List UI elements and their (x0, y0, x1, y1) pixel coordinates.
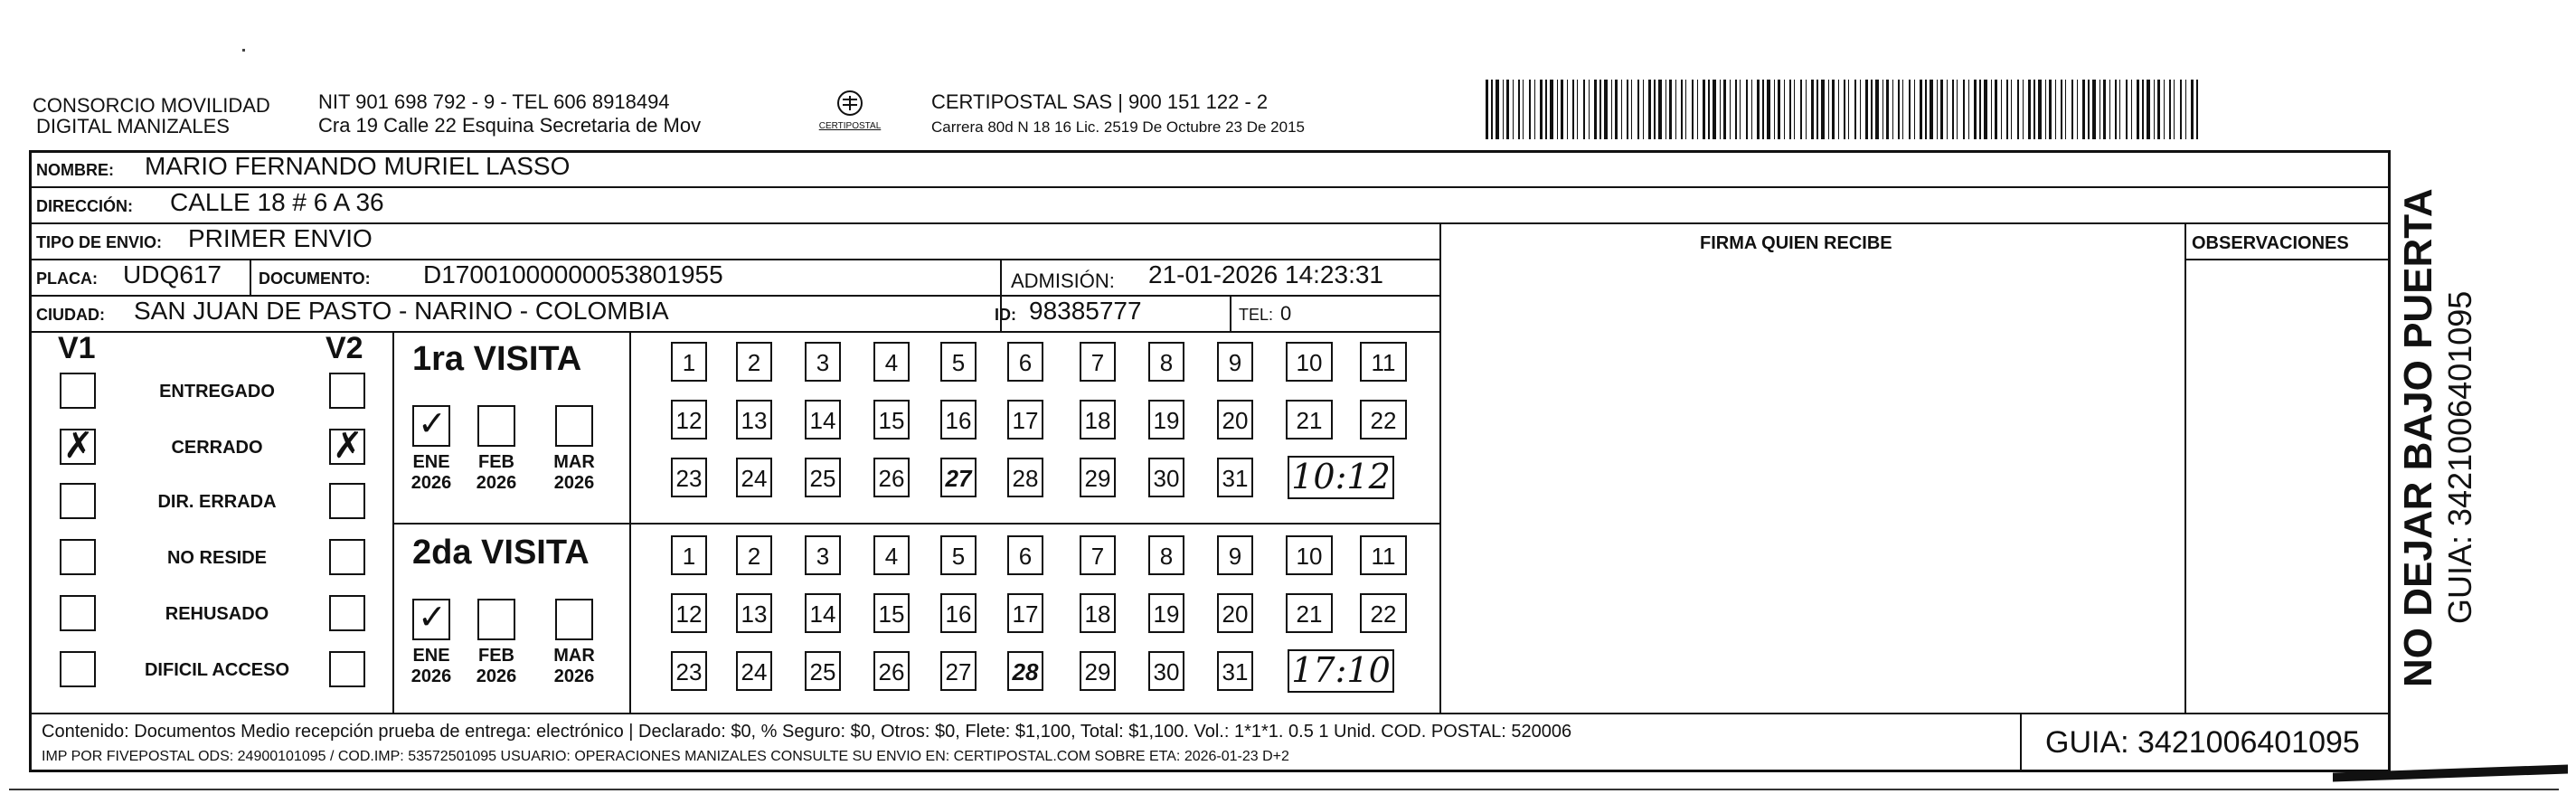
day-box[interactable]: 19 (1148, 593, 1184, 633)
barcode-bar (1561, 80, 1563, 139)
barcode-bar (1909, 80, 1911, 139)
barcode-bar (1984, 80, 1987, 139)
barcode-bar (1523, 80, 1524, 139)
month-name: MAR (553, 452, 595, 472)
barcode-bar (2071, 80, 2073, 139)
barcode-bar (1882, 80, 1883, 139)
barcode-bar (1503, 80, 1504, 139)
barcode-bar (1806, 80, 1807, 139)
day-box[interactable]: 16 (940, 593, 977, 633)
barcode-bar (2157, 80, 2160, 139)
day-box[interactable]: 9 (1217, 342, 1253, 382)
barcode-bar (1952, 80, 1954, 139)
month-label (404, 646, 458, 687)
day-box[interactable]: 24 (736, 651, 772, 691)
month-label (469, 452, 524, 494)
barcode-bar (2131, 80, 2132, 139)
v2-checkbox[interactable] (329, 373, 365, 409)
barcode-bar (2147, 80, 2150, 139)
v2-header: V2 (326, 331, 363, 365)
day-box[interactable]: 23 (671, 458, 707, 497)
admision-value: 21-01-2026 14:23:31 (1148, 260, 1383, 288)
barcode-bar (1730, 80, 1731, 139)
barcode-bar (1720, 80, 1721, 139)
barcode-bar (1658, 80, 1662, 139)
barcode-bar (1871, 80, 1873, 139)
barcode-bar (1963, 80, 1965, 139)
barcode-bar (1557, 80, 1558, 139)
barcode-bar (2023, 80, 2024, 139)
barcode-bar (1828, 80, 1829, 139)
v1-checkbox[interactable] (60, 651, 96, 687)
no-dejar-warning: NO DEJAR BAJO PUERTA (2396, 188, 2440, 687)
barcode-bar (2169, 80, 2171, 139)
status-label: REHUSADO (165, 604, 269, 624)
day-box[interactable]: 26 (873, 651, 910, 691)
barcode-bar (1599, 80, 1601, 139)
barcode-bar (1589, 80, 1590, 139)
day-box[interactable]: 21 (1286, 400, 1333, 440)
barcode-bar (1789, 80, 1791, 139)
nombre-label: NOMBRE: (36, 161, 114, 179)
month-year: 2026 (553, 473, 595, 493)
admision-label: ADMISIÓN: (1011, 269, 1115, 292)
visit1-title: 1ra VISITA (412, 340, 582, 378)
day-box[interactable]: 6 (1007, 342, 1043, 382)
company-name-line2: DIGITAL MANIZALES (36, 115, 230, 137)
barcode-bar (2137, 80, 2139, 139)
placa-value: UDQ617 (123, 260, 222, 288)
barcode-bar (2109, 80, 2110, 139)
day-box[interactable]: 3 (805, 342, 841, 382)
documento-label: DOCUMENTO: (259, 269, 371, 288)
day-box[interactable]: 9 (1217, 535, 1253, 575)
barcode-bar (2119, 80, 2120, 139)
barcode-bar (1735, 80, 1737, 139)
barcode-bar (1979, 80, 1981, 139)
placa-label: PLACA: (36, 269, 98, 288)
barcode-bar (1486, 80, 1488, 139)
barcode-bar (2065, 80, 2066, 139)
day-box[interactable]: 7 (1080, 342, 1116, 382)
barcode-bar (1995, 80, 1997, 139)
barcode-bar (1740, 80, 1741, 139)
barcode-bar (1794, 80, 1795, 139)
month-checkbox[interactable] (555, 599, 593, 640)
barcode-bar (2033, 80, 2035, 139)
direccion-label: DIRECCIÓN: (36, 197, 133, 215)
day-box[interactable]: 22 (1360, 593, 1407, 633)
barcode-bar (2049, 80, 2052, 139)
tipo-envio-value: PRIMER ENVIO (188, 224, 373, 252)
day-box[interactable]: 12 (671, 400, 707, 440)
guia-number: GUIA: 3421006401095 (2045, 725, 2360, 760)
day-box[interactable]: 15 (873, 593, 910, 633)
barcode-bar (1496, 80, 1499, 139)
side-guia: GUIA: 3421006401095 (2441, 290, 2478, 624)
v1-checkbox[interactable] (60, 539, 96, 575)
company-name-line1: CONSORCIO MOVILIDAD (33, 94, 270, 117)
barcode-bar (1898, 80, 1900, 139)
certipostal-logo (814, 87, 886, 141)
row-divider (29, 222, 2391, 224)
day-box[interactable]: 30 (1148, 458, 1184, 497)
barcode-bar (2038, 80, 2042, 139)
v2-checkbox[interactable] (329, 483, 365, 519)
barcode-bar (1567, 80, 1568, 139)
month-year: 2026 (410, 473, 452, 493)
shipping-label-frame (29, 150, 2391, 772)
day-box[interactable]: 17 (1007, 593, 1043, 633)
barcode-bar (2088, 80, 2090, 139)
scan-edge (9, 789, 2559, 790)
contenido-text: Contenido: Documentos Medio recepción prueba de entrega: electrónico | Declarado: $0, % Seguro: $0, Otros: $0, Flete: $1,100, Total: $1,100. Vol.: 1*1*1. 0.5 1 Unid. COD. POSTAL: 520006 (42, 722, 1572, 742)
day-box[interactable]: 13 (736, 593, 772, 633)
barcode-bar (1627, 80, 1628, 139)
barcode-bar (1550, 80, 1553, 139)
id-value: 98385777 (1029, 297, 1142, 325)
status-label: DIR. ERRADA (157, 492, 277, 512)
barcode-bar (1930, 80, 1933, 139)
day-box[interactable]: 31 (1217, 458, 1253, 497)
barcode-bar (1875, 80, 1879, 139)
barcode-bar (1746, 80, 1748, 139)
visit2-title: 2da VISITA (412, 534, 590, 572)
day-box[interactable]: 3 (805, 535, 841, 575)
company-address: Cra 19 Calle 22 Esquina Secretaria de Mov (318, 114, 702, 137)
barcode-bar (1681, 80, 1683, 139)
day-box[interactable]: 23 (671, 651, 707, 691)
barcode-bar (1832, 80, 1835, 139)
barcode-bar (2180, 80, 2182, 139)
courier-name: CERTIPOSTAL SAS | 900 151 122 - 2 (931, 90, 1269, 113)
barcode-bar (1892, 80, 1893, 139)
v1-checkbox[interactable] (60, 429, 96, 465)
day-box[interactable]: 10 (1286, 342, 1333, 382)
day-box[interactable]: 15 (873, 400, 910, 440)
day-box[interactable]: 8 (1148, 535, 1184, 575)
barcode-bar (1902, 80, 1903, 139)
barcode-bar (1947, 80, 1948, 139)
barcode-bar (2028, 80, 2031, 139)
day-box[interactable]: 5 (940, 535, 977, 575)
barcode-bar (1518, 80, 1520, 139)
month-year: 2026 (410, 666, 452, 686)
barcode-bar (1816, 80, 1818, 139)
barcode-bar (1506, 80, 1509, 139)
barcode-bar (1611, 80, 1612, 139)
day-box[interactable]: 6 (1007, 535, 1043, 575)
barcode-bar (1774, 80, 1775, 139)
barcode-bar (1615, 80, 1618, 139)
col-divider (629, 331, 631, 713)
barcode-bar (2115, 80, 2117, 139)
barcode-bar (1685, 80, 1686, 139)
barcode-bar (1838, 80, 1839, 139)
speck (242, 49, 245, 52)
barcode-bar (2154, 80, 2155, 139)
barcode-bar (1604, 80, 1608, 139)
company-nit: NIT 901 698 792 - 9 - TEL 606 8918494 (318, 90, 670, 113)
day-box[interactable]: 2 (736, 535, 772, 575)
barcode-bar (2142, 80, 2144, 139)
barcode-bar (1669, 80, 1672, 139)
barcode-bar (1665, 80, 1666, 139)
courier-license: Carrera 80d N 18 16 Lic. 2519 De Octubre 23 De 2015 (931, 118, 1305, 136)
barcode-bar (2185, 80, 2186, 139)
barcode-bar (1762, 80, 1764, 139)
barcode-bar (1784, 80, 1785, 139)
barcode-bar (2103, 80, 2106, 139)
barcode-bar (1594, 80, 1597, 139)
barcode-bar (1529, 80, 1531, 139)
barcode-bar (1767, 80, 1770, 139)
logo-text: CERTIPOSTAL (818, 121, 882, 131)
row-divider (2184, 259, 2391, 260)
col-divider (1230, 295, 1231, 331)
row-divider (29, 331, 1439, 333)
v1-header: V1 (58, 331, 96, 365)
v2-checkbox[interactable] (329, 595, 365, 631)
tel-value: 0 (1280, 302, 1292, 325)
day-box[interactable]: 20 (1217, 593, 1253, 633)
day-box[interactable]: 28 (1007, 651, 1043, 691)
barcode-bar (1491, 80, 1493, 139)
barcode-bar (2174, 80, 2175, 139)
observaciones-label: OBSERVACIONES (2192, 233, 2349, 253)
barcode-bar (2011, 80, 2012, 139)
barcode-bar (1821, 80, 1825, 139)
barcode-bar (1751, 80, 1752, 139)
day-box[interactable]: 1 (671, 342, 707, 382)
barcode-bar (1940, 80, 1943, 139)
visit-time: 17:10 (1288, 649, 1394, 693)
month-label (469, 646, 524, 687)
month-name: ENE (412, 452, 450, 472)
barcode-bar (1648, 80, 1651, 139)
day-box[interactable]: 31 (1217, 651, 1253, 691)
day-box[interactable]: 7 (1080, 535, 1116, 575)
barcode-bar (1886, 80, 1889, 139)
v2-checkbox[interactable] (329, 429, 365, 465)
barcode-bar (1778, 80, 1780, 139)
v1-checkbox[interactable] (60, 483, 96, 519)
barcode-bar (1637, 80, 1639, 139)
barcode-bar (1572, 80, 1574, 139)
day-box[interactable]: 18 (1080, 400, 1116, 440)
barcode-bar (1957, 80, 1958, 139)
visit-divider (392, 523, 1439, 525)
day-box[interactable]: 12 (671, 593, 707, 633)
barcode-bar (1974, 80, 1977, 139)
nombre-value: MARIO FERNANDO MURIEL LASSO (145, 152, 571, 180)
barcode-bar (1534, 80, 1535, 139)
documento-value: D17001000000053801955 (423, 260, 723, 288)
day-box[interactable]: 4 (873, 342, 910, 382)
day-box[interactable]: 25 (805, 458, 841, 497)
day-box[interactable]: 16 (940, 400, 977, 440)
day-box[interactable]: 10 (1286, 535, 1333, 575)
status-label: DIFICIL ACCESO (144, 660, 289, 680)
day-box[interactable]: 26 (873, 458, 910, 497)
day-box[interactable]: 14 (805, 593, 841, 633)
day-box[interactable]: 25 (805, 651, 841, 691)
col-divider (1439, 222, 1441, 713)
barcode-bar (2006, 80, 2008, 139)
status-label: ENTREGADO (159, 382, 275, 402)
barcode-bar (1708, 80, 1710, 139)
barcode-bar (1800, 80, 1802, 139)
barcode-bar (1860, 80, 1861, 139)
tipo-envio-label: TIPO DE ENVIO: (36, 233, 163, 251)
day-box[interactable]: 4 (873, 535, 910, 575)
barcode-bar (1697, 80, 1698, 139)
v1-checkbox[interactable] (60, 373, 96, 409)
day-box[interactable]: 27 (940, 651, 977, 691)
barcode-bar (1513, 80, 1514, 139)
barcode-bar (1844, 80, 1845, 139)
barcode-bar (1811, 80, 1814, 139)
barcode-bar (1914, 80, 1915, 139)
month-checkbox[interactable] (477, 405, 515, 447)
barcode-bar (2045, 80, 2046, 139)
day-box[interactable]: 19 (1148, 400, 1184, 440)
day-box[interactable]: 20 (1217, 400, 1253, 440)
v2-checkbox[interactable] (329, 651, 365, 687)
barcode-bar (1713, 80, 1716, 139)
month-name: FEB (478, 646, 514, 666)
barcode-bar (1703, 80, 1705, 139)
day-box[interactable]: 11 (1360, 342, 1407, 382)
barcode (1486, 80, 2209, 139)
barcode-bar (2001, 80, 2002, 139)
ciudad-value: SAN JUAN DE PASTO - NARINO - COLOMBIA (134, 297, 669, 325)
ciudad-label: CIUDAD: (36, 306, 105, 324)
month-checkbox[interactable] (412, 405, 450, 447)
barcode-bar (1723, 80, 1726, 139)
day-box[interactable]: 30 (1148, 651, 1184, 691)
col-divider (392, 331, 394, 713)
month-name: MAR (553, 646, 595, 666)
col-divider (2184, 222, 2186, 713)
day-box[interactable]: 18 (1080, 593, 1116, 633)
barcode-bar (1692, 80, 1694, 139)
barcode-bar (1621, 80, 1622, 139)
barcode-bar (1577, 80, 1578, 139)
month-checkbox[interactable] (412, 599, 450, 640)
v2-checkbox[interactable] (329, 539, 365, 575)
barcode-bar (2055, 80, 2056, 139)
barcode-bar (1583, 80, 1585, 139)
barcode-bar (2092, 80, 2096, 139)
barcode-bar (2099, 80, 2100, 139)
day-box[interactable]: 27 (940, 458, 977, 497)
imp-text: IMP POR FIVEPOSTAL ODS: 24900101095 / COD.IMP: 53572501095 USUARIO: OPERACIONES MANIZALES CONSULTE SU ENVIO EN: CERTIPOSTAL.COM SOBRE ETA: 2026-01-23 D+2 (42, 749, 1289, 764)
barcode-bar (2082, 80, 2085, 139)
barcode-bar (1848, 80, 1849, 139)
tel-label: TEL: (1239, 306, 1274, 324)
status-label: CERRADO (171, 438, 263, 458)
month-label (547, 452, 601, 494)
day-box[interactable]: 8 (1148, 342, 1184, 382)
day-box[interactable]: 22 (1360, 400, 1407, 440)
barcode-bar (1968, 80, 1969, 139)
month-year: 2026 (553, 666, 595, 686)
month-year: 2026 (476, 666, 517, 686)
barcode-bar (2017, 80, 2019, 139)
day-box[interactable]: 28 (1007, 458, 1043, 497)
col-divider (250, 259, 251, 295)
day-box[interactable]: 21 (1286, 593, 1333, 633)
month-label (404, 452, 458, 494)
barcode-bar (2164, 80, 2165, 139)
id-label: ID: (995, 306, 1016, 324)
barcode-bar (1920, 80, 1922, 139)
month-checkbox[interactable] (555, 405, 593, 447)
month-name: FEB (478, 452, 514, 472)
barcode-bar (1545, 80, 1547, 139)
day-box[interactable]: 13 (736, 400, 772, 440)
barcode-bar (2191, 80, 2194, 139)
day-box[interactable]: 1 (671, 535, 707, 575)
barcode-bar (2126, 80, 2128, 139)
day-box[interactable]: 11 (1360, 535, 1407, 575)
barcode-bar (1937, 80, 1938, 139)
day-box[interactable]: 5 (940, 342, 977, 382)
day-box[interactable]: 14 (805, 400, 841, 440)
barcode-bar (2061, 80, 2062, 139)
barcode-bar (1540, 80, 1543, 139)
month-year: 2026 (476, 473, 517, 493)
barcode-bar (1865, 80, 1868, 139)
month-checkbox[interactable] (477, 599, 515, 640)
v1-checkbox[interactable] (60, 595, 96, 631)
direccion-value: CALLE 18 # 6 A 36 (170, 188, 384, 216)
visit-time: 10:12 (1288, 456, 1394, 499)
firma-label: FIRMA QUIEN RECIBE (1700, 233, 1892, 253)
barcode-bar (1757, 80, 1760, 139)
barcode-bar (1631, 80, 1632, 139)
month-label (547, 646, 601, 687)
barcode-bar (2077, 80, 2078, 139)
day-box[interactable]: 24 (736, 458, 772, 497)
barcode-bar (1675, 80, 1676, 139)
barcode-bar (1854, 80, 1856, 139)
barcode-bar (2196, 80, 2198, 139)
status-label: NO RESIDE (166, 548, 268, 568)
day-box[interactable]: 2 (736, 342, 772, 382)
barcode-bar (1991, 80, 1992, 139)
month-name: ENE (412, 646, 450, 666)
barcode-bar (1925, 80, 1927, 139)
day-box[interactable]: 29 (1080, 651, 1116, 691)
day-box[interactable]: 29 (1080, 458, 1116, 497)
barcode-bar (1643, 80, 1644, 139)
barcode-bar (1654, 80, 1656, 139)
day-box[interactable]: 17 (1007, 400, 1043, 440)
